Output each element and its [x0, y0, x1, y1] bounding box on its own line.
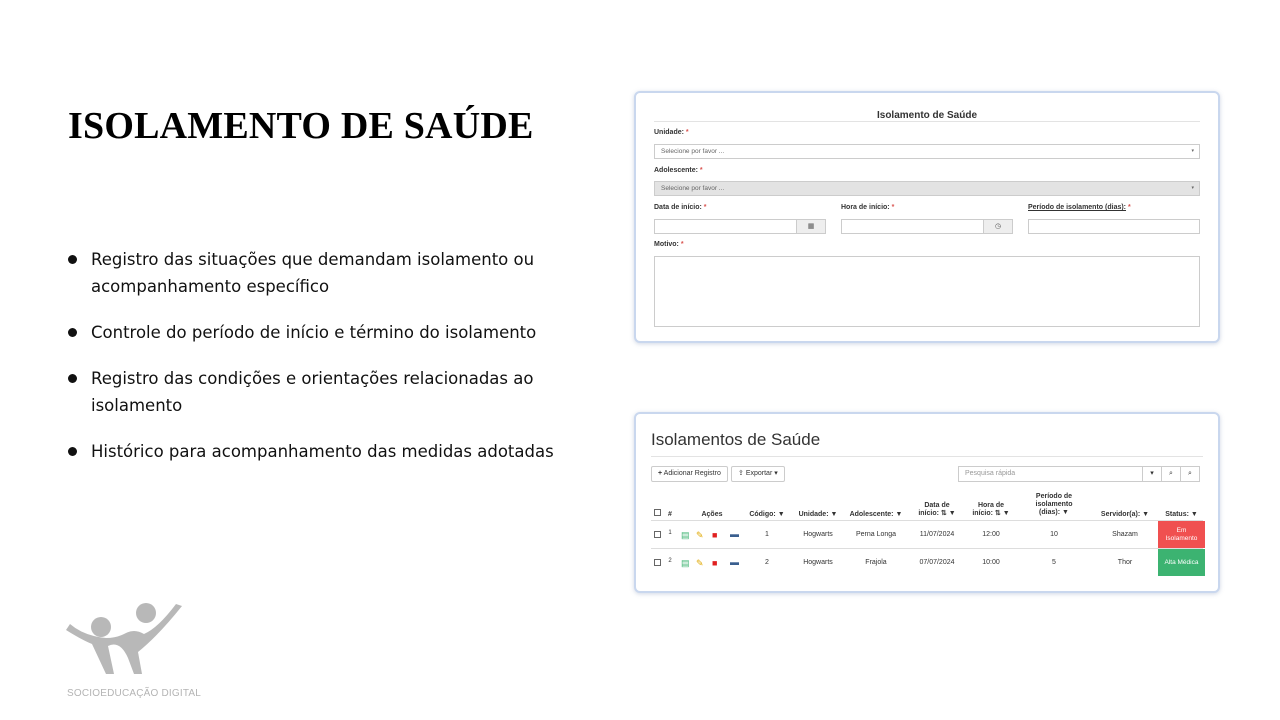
- status-badge: [1158, 549, 1205, 576]
- bullet-dot: [68, 328, 77, 337]
- col-unidade-header[interactable]: [794, 511, 842, 519]
- col-adolescente-label: Adolescente:: [849, 511, 894, 518]
- col-servidor-header[interactable]: [1094, 511, 1156, 519]
- periodo-input[interactable]: [1028, 219, 1200, 234]
- row-unidade: Hogwarts: [803, 559, 833, 566]
- col-codigo-header[interactable]: [744, 511, 790, 519]
- row-checkbox[interactable]: [654, 559, 661, 566]
- header-divider: [651, 520, 1203, 521]
- data-inicio-label-text: Data de início:: [654, 204, 702, 211]
- table-divider: [651, 456, 1203, 457]
- logo-text: SOCIOEDUCAÇÃO DIGITAL: [67, 688, 202, 699]
- unidade-label-text: Unidade:: [654, 129, 684, 136]
- filter-icon: ▼: [948, 510, 956, 517]
- status-text-line1: Alta Médica: [1164, 558, 1199, 566]
- row-periodo: 5: [1052, 559, 1056, 566]
- export-button[interactable]: [731, 466, 785, 482]
- row-num: 2: [668, 558, 672, 564]
- unidade-select[interactable]: [654, 144, 1200, 159]
- data-inicio-label: [654, 204, 707, 211]
- clock-icon[interactable]: ◷: [983, 219, 1013, 234]
- calendar-icon[interactable]: ▦: [796, 219, 826, 234]
- form-title: Isolamento de Saúde: [876, 110, 978, 121]
- col-unidade-label: Unidade:: [798, 511, 829, 518]
- col-adolescente-header[interactable]: [844, 511, 908, 519]
- chevron-down-icon: ▾: [1191, 185, 1194, 191]
- row-periodo: 10: [1050, 531, 1058, 538]
- row-unidade: Hogwarts: [803, 531, 833, 538]
- row-servidor: Shazam: [1112, 531, 1138, 538]
- bullet-text: Histórico para acompanhamento das medidas adotadas: [91, 442, 554, 461]
- status-badge: [1158, 521, 1205, 548]
- table-title: Isolamentos de Saúde: [651, 430, 821, 449]
- bullet-item: [68, 246, 558, 300]
- export-icon: ⇪: [738, 470, 744, 477]
- row-codigo: 2: [765, 559, 769, 566]
- search-icon: ⌕: [1188, 470, 1192, 477]
- col-num-header: #: [668, 511, 672, 518]
- row-data: 07/07/2024: [919, 559, 955, 566]
- chevron-down-icon: ▾: [1191, 148, 1194, 154]
- form-divider: [654, 121, 1200, 122]
- filter-icon: ▼: [1190, 511, 1198, 518]
- plus-icon: +: [658, 470, 663, 477]
- col-servidor-label: Servidor(a):: [1100, 511, 1141, 518]
- bullet-text: Registro das condições e orientações relacionadas ao isolamento: [91, 369, 534, 415]
- col-codigo-label: Código:: [749, 511, 776, 518]
- hora-inicio-label-text: Hora de início:: [841, 204, 890, 211]
- search-options-button[interactable]: [1142, 466, 1162, 482]
- required-mark: *: [680, 241, 684, 248]
- view-document-icon[interactable]: ▤: [681, 530, 690, 540]
- col-hora-label-line2: início:: [972, 510, 993, 517]
- print-icon[interactable]: ▬: [730, 529, 739, 539]
- bullet-text: Registro das situações que demandam isolamento ou acompanhamento específico: [91, 250, 535, 296]
- trash-icon[interactable]: ■: [712, 558, 718, 568]
- required-mark: *: [699, 167, 703, 174]
- col-hora-label-line1: Hora de: [977, 502, 1005, 509]
- filter-icon: ▼: [1062, 509, 1069, 516]
- pencil-icon[interactable]: ✎: [696, 558, 704, 568]
- view-document-icon[interactable]: ▤: [681, 558, 690, 568]
- status-text-line1: Em: [1176, 526, 1187, 534]
- chevron-down-icon: ▾: [774, 470, 778, 477]
- col-periodo-label-line2: isolamento: [1035, 501, 1073, 508]
- add-record-label: Adicionar Registro: [663, 470, 721, 477]
- col-periodo-label-line3: (dias):: [1039, 509, 1061, 516]
- trash-icon[interactable]: ■: [712, 530, 718, 540]
- row-adolescente: Perna Longa: [855, 531, 897, 538]
- filter-icon: ▼: [830, 511, 838, 518]
- col-hora-header[interactable]: [966, 502, 1016, 518]
- periodo-label: [1028, 204, 1131, 211]
- adolescente-select-value: Selecione por favor ...: [661, 185, 725, 192]
- col-data-header[interactable]: [912, 502, 962, 518]
- row-servidor: Thor: [1117, 559, 1133, 566]
- row-adolescente: Frajola: [865, 559, 887, 566]
- bullet-dot: [68, 447, 77, 456]
- filter-icon: ▼: [1142, 511, 1150, 518]
- motivo-label-text: Motivo:: [654, 241, 679, 248]
- row-hora: 12:00: [982, 531, 1000, 538]
- bullet-item: [68, 365, 558, 419]
- pencil-icon[interactable]: ✎: [696, 530, 704, 540]
- row-divider: [651, 548, 1203, 549]
- unidade-label: [654, 129, 689, 136]
- bullet-dot: [68, 255, 77, 264]
- table-panel: [634, 412, 1220, 593]
- col-periodo-label-line1: Período de: [1035, 493, 1073, 500]
- socioeducacao-logo-icon: [62, 600, 186, 678]
- required-mark: *: [703, 204, 707, 211]
- add-record-button[interactable]: [651, 466, 728, 482]
- col-status-header[interactable]: [1158, 511, 1205, 519]
- adolescente-label-text: Adolescente:: [654, 167, 698, 174]
- print-icon[interactable]: ▬: [730, 557, 739, 567]
- bullet-text: Controle do período de início e término do isolamento: [91, 323, 537, 342]
- row-data: 11/07/2024: [919, 531, 955, 538]
- periodo-label-text: Período de isolamento (dias):: [1028, 204, 1127, 211]
- bullet-list: [68, 246, 558, 484]
- chevron-down-icon: ▾: [1150, 470, 1154, 477]
- unidade-select-value: Selecione por favor ...: [661, 148, 725, 155]
- motivo-label: [654, 241, 684, 248]
- row-checkbox[interactable]: [654, 531, 661, 538]
- filter-icon: ▼: [777, 511, 785, 518]
- row-num: 1: [668, 530, 672, 536]
- data-inicio-input[interactable]: [654, 219, 826, 234]
- search-icon: ⌕: [1169, 470, 1173, 477]
- select-all-checkbox[interactable]: [654, 509, 661, 516]
- bullet-item: [68, 319, 558, 346]
- required-mark: *: [891, 204, 895, 211]
- filter-icon: ▼: [1002, 510, 1010, 517]
- motivo-textarea[interactable]: [654, 256, 1200, 327]
- sort-icon: ⇅: [940, 510, 947, 517]
- adolescente-select[interactable]: [654, 181, 1200, 196]
- required-mark: *: [1127, 204, 1131, 211]
- filter-icon: ▼: [895, 511, 903, 518]
- col-data-label-line2: início:: [918, 510, 939, 517]
- slide-title: ISOLAMENTO DE SAÚDE: [68, 105, 534, 147]
- hora-inicio-input[interactable]: [841, 219, 1013, 234]
- search-button[interactable]: [1161, 466, 1181, 482]
- col-actions-header: Ações: [701, 511, 723, 518]
- col-status-label: Status:: [1165, 511, 1189, 518]
- col-data-label-line1: Data de: [924, 502, 950, 509]
- status-text-line2: Isolamento: [1165, 534, 1198, 542]
- form-panel: [634, 91, 1220, 343]
- bullet-item: [68, 438, 558, 465]
- required-mark: *: [685, 129, 689, 136]
- quick-search-placeholder: Pesquisa rápida: [965, 470, 1016, 477]
- hora-inicio-label: [841, 204, 894, 211]
- quick-search-input[interactable]: [958, 466, 1144, 482]
- adolescente-label: [654, 167, 703, 174]
- row-codigo: 1: [765, 531, 769, 538]
- row-hora: 10:00: [982, 559, 1000, 566]
- col-periodo-header[interactable]: [1026, 493, 1082, 517]
- advanced-search-button[interactable]: [1180, 466, 1200, 482]
- bullet-dot: [68, 374, 77, 383]
- export-label: Exportar: [745, 470, 773, 477]
- sort-icon: ⇅: [994, 510, 1001, 517]
